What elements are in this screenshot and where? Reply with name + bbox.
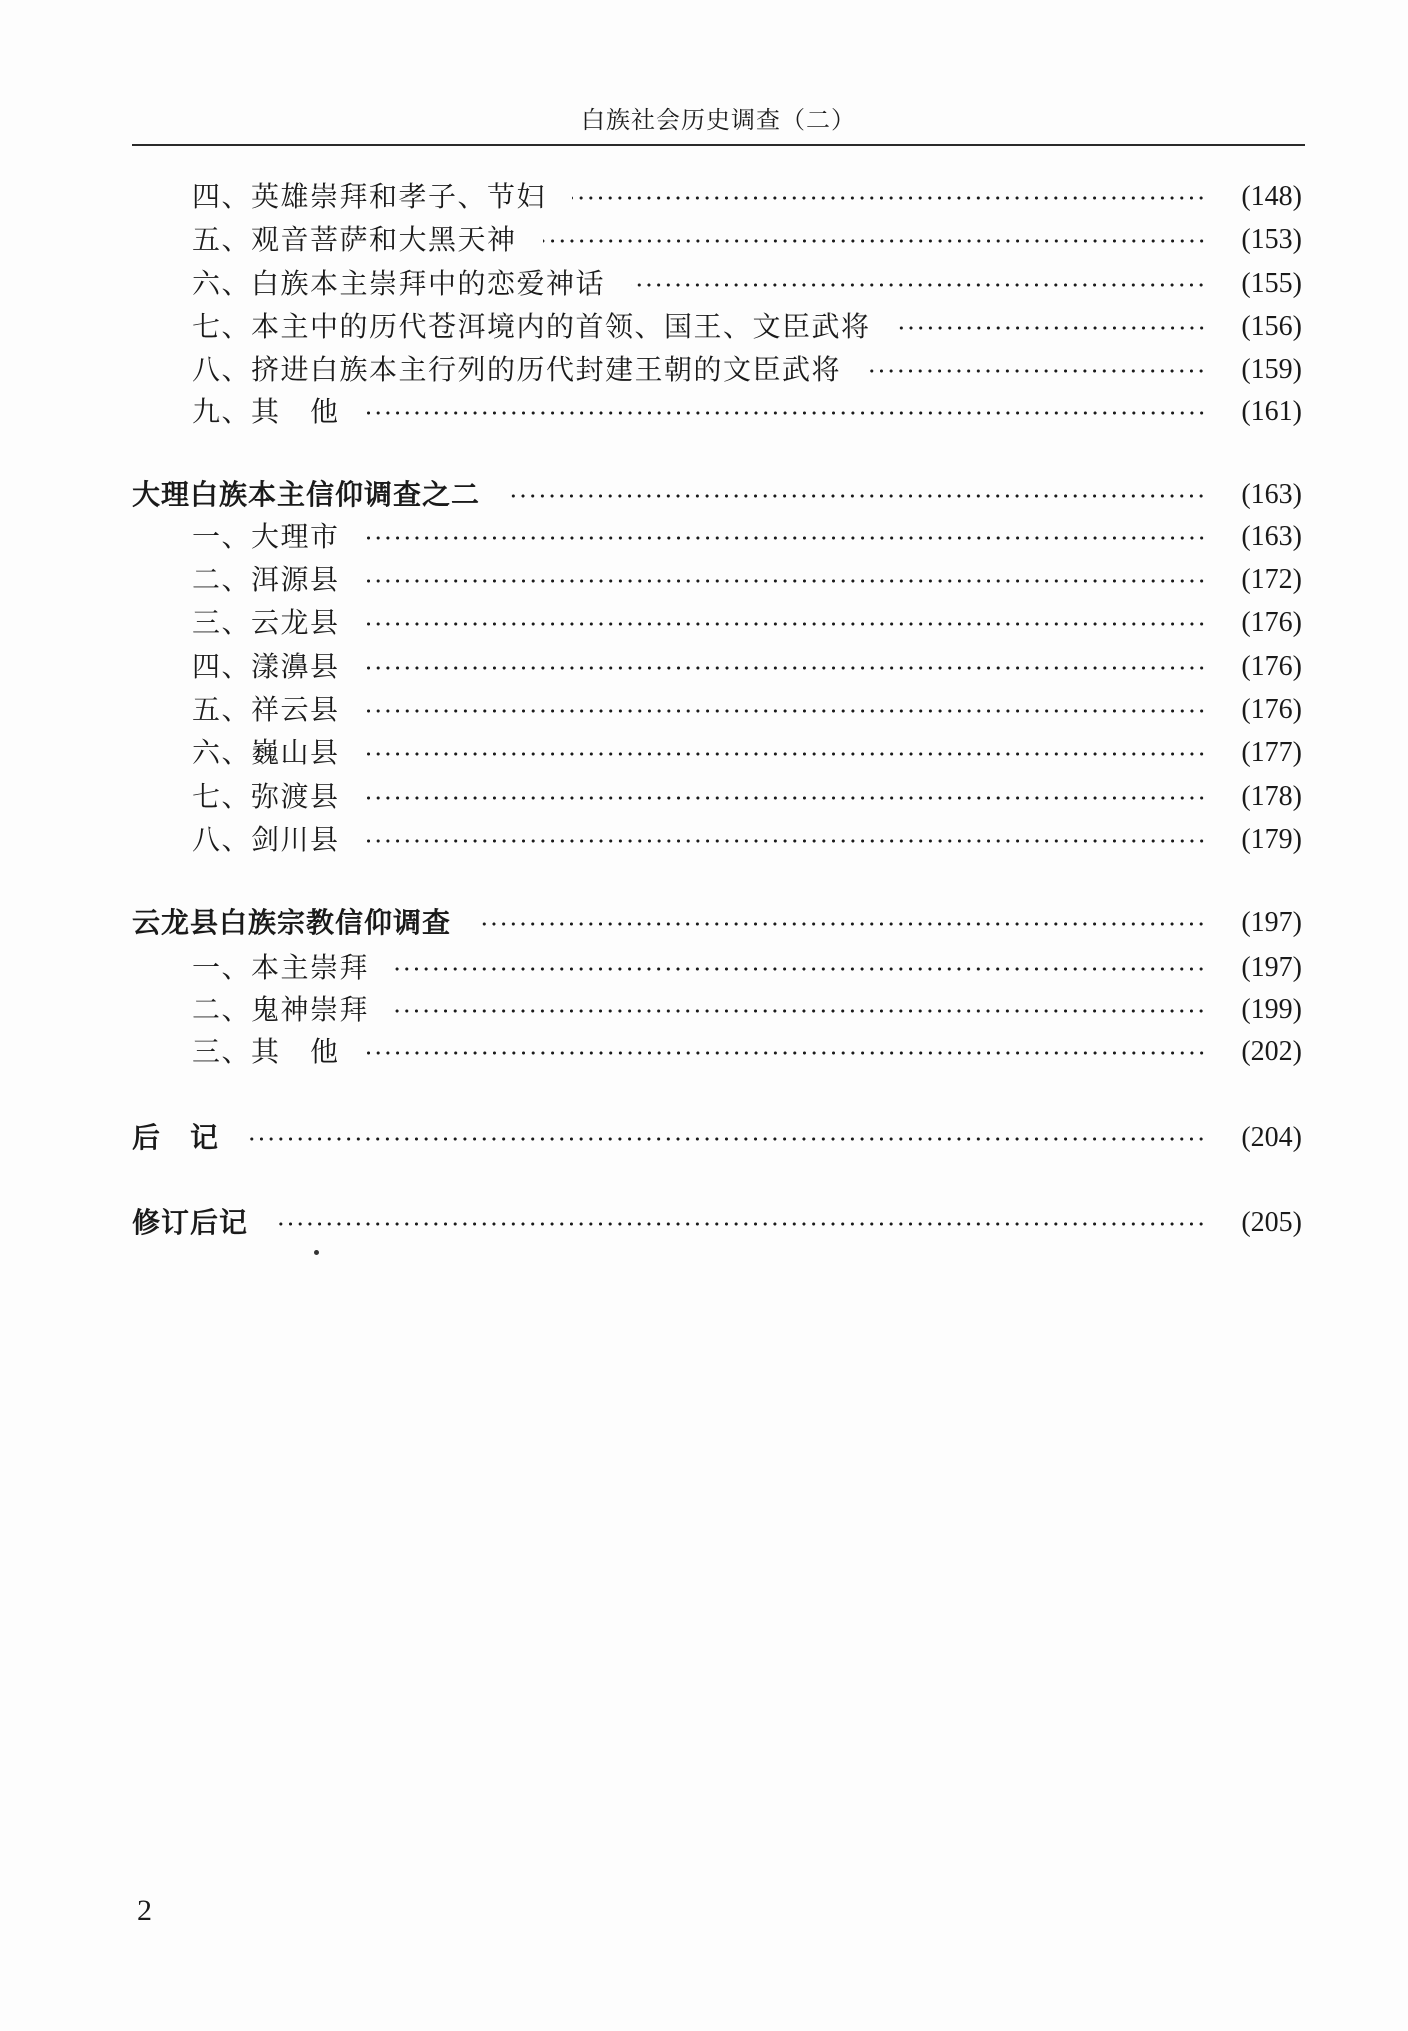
toc-entry-label: 二、鬼神崇拜	[192, 993, 370, 1026]
toc-entry[interactable]	[0, 1034, 1408, 1070]
dot-leader	[366, 622, 1206, 626]
toc-entry[interactable]	[0, 519, 1408, 555]
dot-leader	[395, 1009, 1206, 1013]
dot-leader	[245, 1137, 1206, 1141]
toc-section-heading[interactable]	[0, 1205, 1408, 1241]
dot-leader	[395, 967, 1206, 971]
toc-entry-page: (176)	[1241, 607, 1302, 638]
toc-entry[interactable]	[0, 649, 1408, 685]
dot-leader	[366, 709, 1206, 713]
toc-entry-label: 四、英雄崇拜和孝子、节妇	[192, 180, 547, 213]
toc-entry-page: (202)	[1241, 1036, 1302, 1067]
toc-entry-label: 一、本主崇拜	[192, 951, 370, 984]
toc-entry-page: (179)	[1241, 824, 1302, 855]
toc-entry-page: (163)	[1241, 479, 1302, 510]
toc-section-heading[interactable]	[0, 905, 1408, 941]
toc-section-label: 云龙县白族宗教信仰调查	[132, 906, 452, 939]
header-rule	[132, 144, 1305, 146]
toc-entry-label: 五、祥云县	[192, 693, 340, 726]
toc-entry-page: (197)	[1241, 907, 1302, 938]
page-number: 2	[137, 1894, 152, 1927]
toc-entry-label: 二、洱源县	[192, 563, 340, 596]
toc-entry[interactable]	[0, 222, 1408, 258]
toc-entry-label: 三、云龙县	[192, 606, 340, 639]
toc-entry-label: 七、本主中的历代苍洱境内的首领、国王、文臣武将	[192, 310, 871, 343]
dot-leader	[631, 283, 1206, 287]
dot-leader	[274, 1222, 1206, 1226]
dot-leader	[366, 536, 1206, 540]
toc-entry-label: 一、大理市	[192, 520, 340, 553]
toc-entry-page: (148)	[1241, 181, 1302, 212]
dot-leader	[477, 922, 1206, 926]
toc-entry[interactable]	[0, 605, 1408, 641]
toc-entry-page: (205)	[1241, 1207, 1302, 1238]
toc-entry-label: 七、弥渡县	[192, 780, 340, 813]
toc-entry-page: (172)	[1241, 564, 1302, 595]
toc-entry-label: 六、巍山县	[192, 736, 340, 769]
toc-entry-page: (159)	[1241, 354, 1302, 385]
toc-entry-page: (153)	[1241, 224, 1302, 255]
toc-entry-page: (197)	[1241, 952, 1302, 983]
dot-leader	[506, 494, 1206, 498]
toc-entry-label: 九、其 他	[192, 395, 340, 428]
toc-section-heading[interactable]	[0, 477, 1408, 513]
toc-entry-page: (176)	[1241, 651, 1302, 682]
dot-leader	[366, 411, 1206, 415]
toc-entry-page: (178)	[1241, 781, 1302, 812]
dot-leader	[366, 666, 1206, 670]
toc-entry[interactable]	[0, 735, 1408, 771]
toc-entry[interactable]	[0, 266, 1408, 302]
dot-leader	[366, 1051, 1206, 1055]
toc-entry[interactable]	[0, 179, 1408, 215]
toc-entry-page: (176)	[1241, 694, 1302, 725]
dot-leader	[366, 579, 1206, 583]
dot-leader	[897, 326, 1206, 330]
toc-section-label: 大理白族本主信仰调查之二	[132, 478, 481, 511]
toc-entry[interactable]	[0, 822, 1408, 858]
toc-entry-page: (156)	[1241, 311, 1302, 342]
dot-leader	[366, 752, 1206, 756]
toc-entry-label: 五、观音菩萨和大黑天神	[192, 223, 517, 256]
toc-entry-label: 三、其 他	[192, 1035, 340, 1068]
toc-entry[interactable]	[0, 309, 1408, 345]
toc-entry[interactable]	[0, 992, 1408, 1028]
toc-entry-page: (161)	[1241, 396, 1302, 427]
toc-entry-label: 四、漾濞县	[192, 650, 340, 683]
toc-entry-page: (177)	[1241, 737, 1302, 768]
toc-entry[interactable]	[0, 394, 1408, 430]
toc-entry-page: (163)	[1241, 521, 1302, 552]
toc-entry[interactable]	[0, 692, 1408, 728]
dot-leader	[366, 796, 1206, 800]
dot-leader	[543, 239, 1206, 243]
dot-leader	[366, 839, 1206, 843]
toc-entry[interactable]	[0, 779, 1408, 815]
toc-entry-label: 六、白族本主崇拜中的恋爱神话	[192, 267, 606, 300]
running-header-title: 白族社会历史调查（二）	[581, 106, 856, 134]
dot-leader	[572, 196, 1206, 200]
toc-section-label: 后 记	[132, 1121, 220, 1154]
toc-entry-label: 八、挤进白族本主行列的历代封建王朝的文臣武将	[192, 353, 842, 386]
toc-section-heading[interactable]	[0, 1120, 1408, 1156]
toc-entry-label: 八、剑川县	[192, 823, 340, 856]
toc-entry-page: (199)	[1241, 994, 1302, 1025]
toc-entry[interactable]	[0, 562, 1408, 598]
toc-entry[interactable]	[0, 352, 1408, 388]
scan-speck	[314, 1250, 319, 1255]
toc-section-label: 修订后记	[132, 1206, 249, 1239]
toc-entry-page: (155)	[1241, 268, 1302, 299]
toc-entry[interactable]	[0, 950, 1408, 986]
toc-entry-page: (204)	[1241, 1122, 1302, 1153]
dot-leader	[867, 369, 1206, 373]
